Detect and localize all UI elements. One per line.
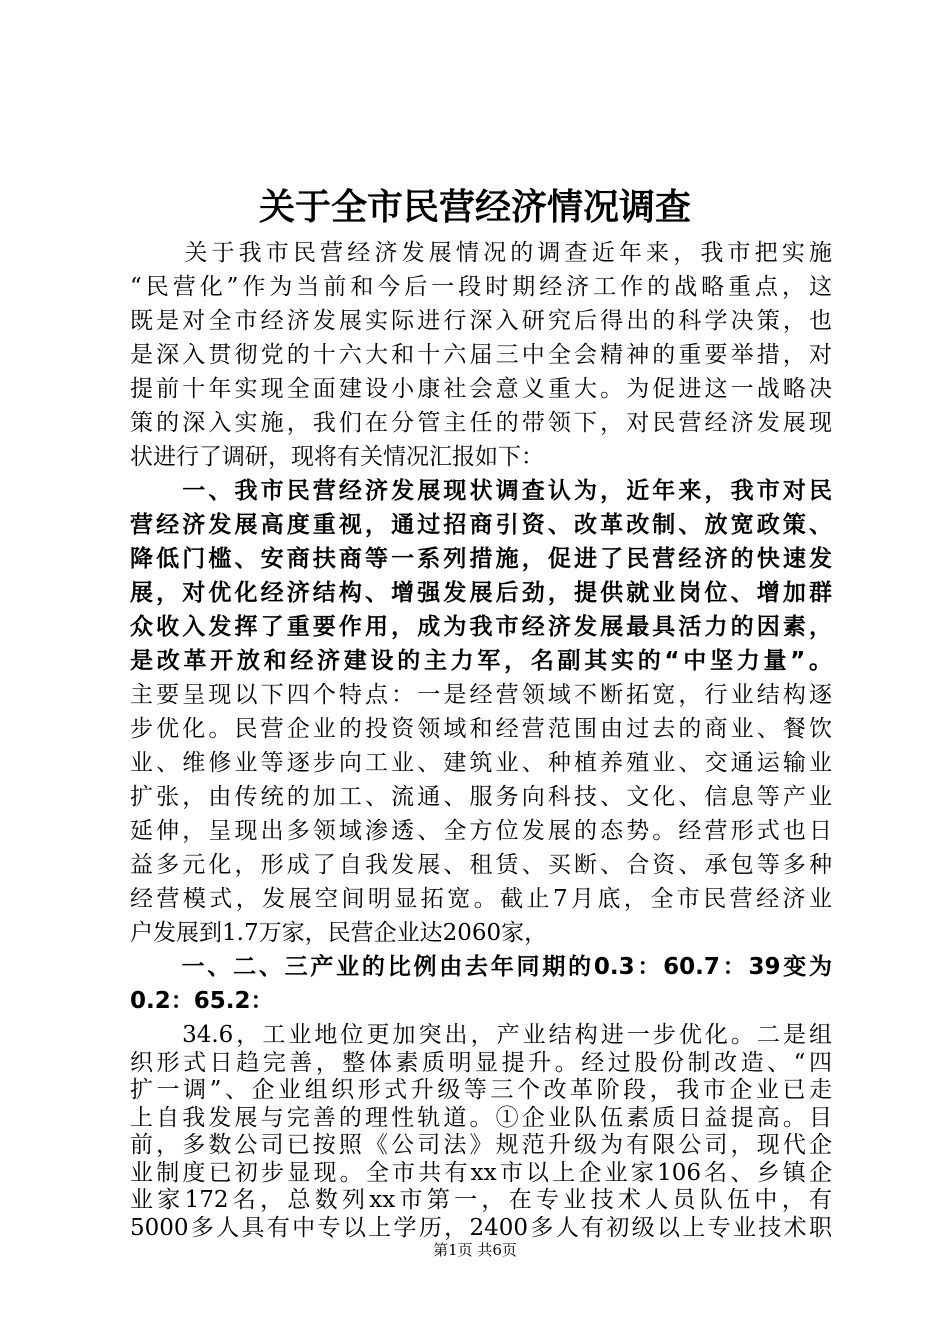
body-line: 经营模式，发展空间明显拓宽。截止7月底，全市民营经济业 bbox=[130, 886, 832, 912]
section-heading-line: 众收入发挥了重要作用，成为我市经济发展最具活力的因素， bbox=[130, 614, 832, 640]
body-line: 户发展到1.7万家，民营企业达2060家， bbox=[130, 920, 548, 946]
body-line: 扩一调”、企业组织形式升级等三个改革阶段，我市企业已走 bbox=[130, 1077, 832, 1103]
body-line: 是深入贯彻党的十六大和十六届三中全会精神的重要举措，对 bbox=[130, 342, 832, 368]
body-line: 扩张，由传统的加工、流通、服务向科技、文化、信息等产业 bbox=[130, 784, 832, 810]
body-line: “民营化”作为当前和今后一段时期经济工作的战略重点，这 bbox=[130, 274, 832, 300]
section-heading-line: 是改革开放和经济建设的主力军，名副其实的“中坚力量”。 bbox=[130, 648, 832, 674]
body-line: 上自我发展与完善的理性轨道。①企业队伍素质日益提高。目 bbox=[130, 1104, 832, 1131]
body-line: 状进行了调研，现将有关情况汇报如下： bbox=[130, 444, 544, 470]
body-line: 34.6，工业地位更加突出，产业结构进一步优化。二是组 bbox=[130, 1022, 832, 1048]
section-heading-line: 营经济发展高度重视，通过招商引资、改革改制、放宽政策、 bbox=[130, 512, 832, 538]
body-line: 业家172名，总数列xx市第一，在专业技术人员队伍中，有 bbox=[130, 1187, 832, 1213]
body-line: 既是对全市经济发展实际进行深入研究后得出的科学决策，也 bbox=[130, 308, 832, 334]
section-heading-line: 0.2：65.2： bbox=[130, 988, 274, 1014]
body-line: 织形式日趋完善，整体素质明显提升。经过股份制改造、“四 bbox=[130, 1049, 832, 1076]
body-line: 业、维修业等逐步向工业、建筑业、种植养殖业、交通运输业 bbox=[130, 750, 832, 776]
body-line: 步优化。民营企业的投资领域和经营范围由过去的商业、餐饮 bbox=[130, 716, 832, 742]
body-line: 提前十年实现全面建设小康社会意义重大。为促进这一战略决 bbox=[130, 376, 832, 402]
body-line: 前，多数公司已按照《公司法》规范升级为有限公司，现代企 bbox=[130, 1132, 832, 1158]
section-heading-line: 一、我市民营经济发展现状调查认为，近年来，我市对民 bbox=[130, 478, 832, 504]
section-heading-line: 展，对优化经济结构、增强发展后劲，提供就业岗位、增加群 bbox=[130, 580, 832, 606]
body-line: 主要呈现以下四个特点：一是经营领域不断拓宽，行业结构逐 bbox=[130, 682, 832, 708]
body-line: 业制度已初步显现。全市共有xx市以上企业家106名、乡镇企 bbox=[130, 1159, 832, 1186]
body-line: 策的深入实施，我们在分管主任的带领下，对民营经济发展现 bbox=[130, 410, 832, 436]
body-line: 益多元化，形成了自我发展、租赁、买断、合资、承包等多种 bbox=[130, 852, 832, 878]
page-title: 关于全市民营经济情况调查 bbox=[258, 187, 691, 228]
body-line: 延伸，呈现出多领域渗透、全方位发展的态势。经营形式也日 bbox=[130, 818, 832, 844]
body-line: 5000多人具有中专以上学历，2400多人有初级以上专业技术职 bbox=[130, 1214, 832, 1241]
section-heading-line: 降低门槛、安商扶商等一系列措施，促进了民营经济的快速发 bbox=[130, 546, 832, 572]
body-line: 关于我市民营经济发展情况的调查近年来，我市把实施 bbox=[130, 240, 832, 266]
page-footer: 第1页 共6页 bbox=[433, 1241, 517, 1259]
section-heading-line: 一、二、三产业的比例由去年同期的0.3：60.7：39变为 bbox=[130, 954, 832, 980]
